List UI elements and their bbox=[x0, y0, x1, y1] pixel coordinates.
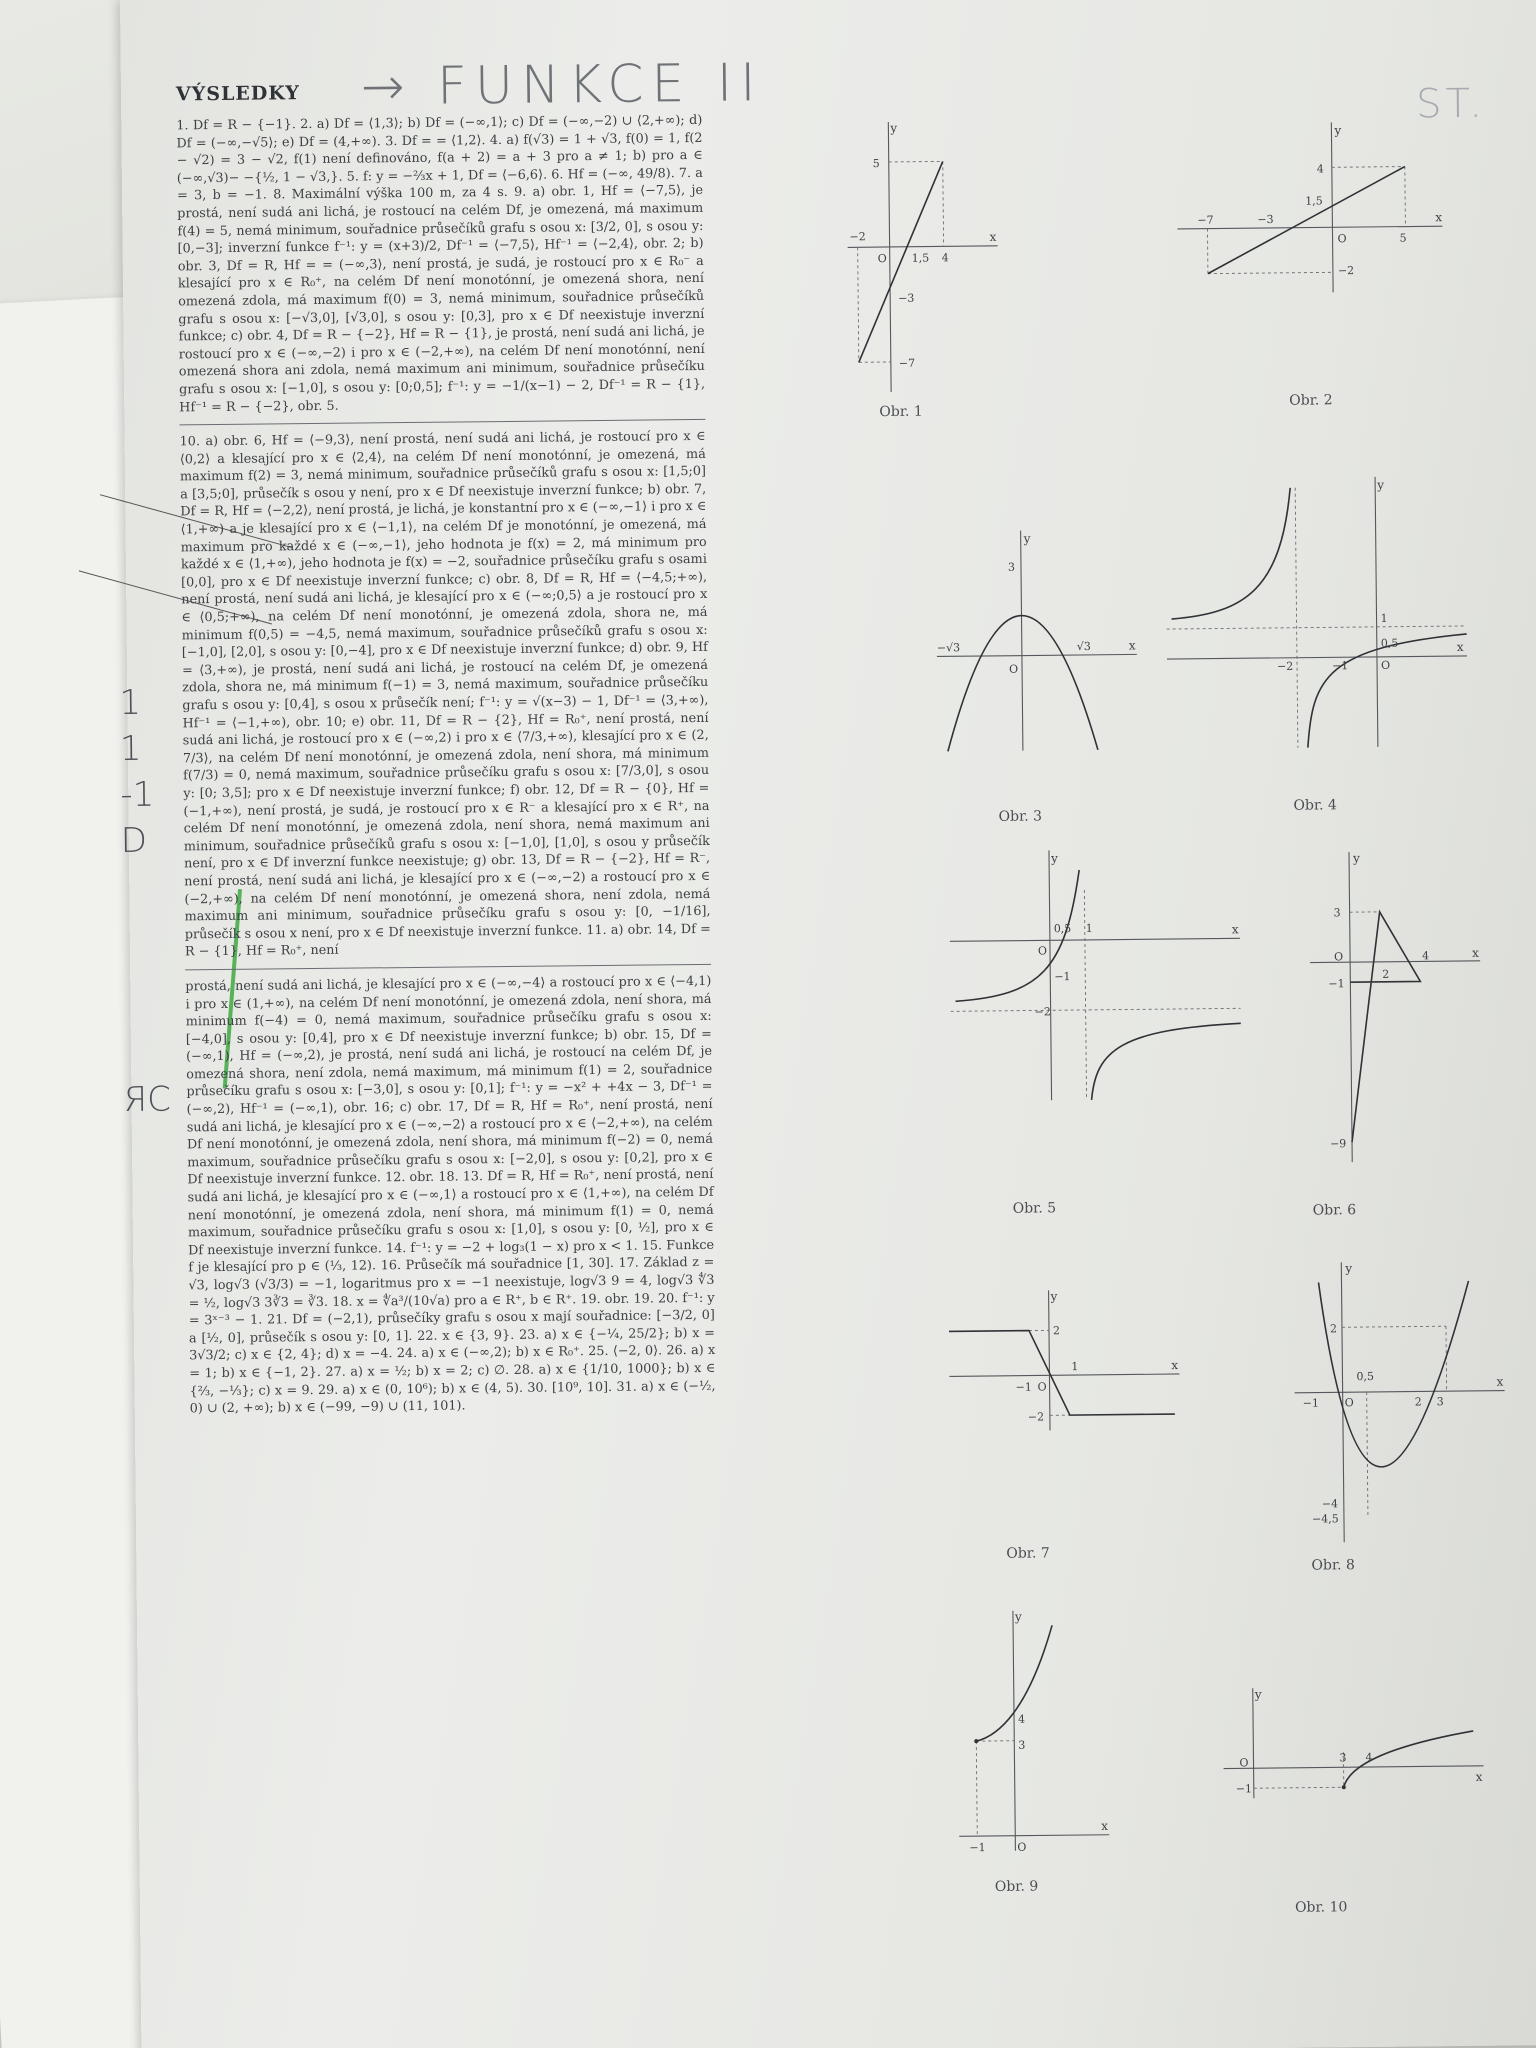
section-divider bbox=[179, 419, 705, 426]
results-text-column bbox=[176, 112, 716, 1418]
fig8-label-m4-5: −4,5 bbox=[1311, 1512, 1339, 1526]
fig3-label-x: x bbox=[1128, 638, 1136, 653]
fig7-label-2: 2 bbox=[1052, 1324, 1061, 1338]
figure-6-caption: Obr. 6 bbox=[1312, 1202, 1357, 1219]
fig1-label-4: 4 bbox=[941, 251, 949, 265]
figure-3-caption: Obr. 3 bbox=[998, 808, 1043, 825]
fig3-label-y: y bbox=[1023, 531, 1031, 546]
fig3-label-3: 3 bbox=[1007, 560, 1016, 574]
fig9-label-y: y bbox=[1014, 1609, 1022, 1624]
fig4-label-m1: −1 bbox=[1331, 659, 1349, 673]
fig10-label-m1: −1 bbox=[1235, 1782, 1253, 1796]
fig8-label-y: y bbox=[1345, 1261, 1353, 1276]
figure-6 bbox=[1309, 851, 1482, 1219]
figure-1-caption: Obr. 1 bbox=[879, 403, 923, 421]
fig10-label-y: y bbox=[1254, 1687, 1262, 1702]
figure-2 bbox=[1176, 121, 1448, 409]
fig2-label-1-5: 1,5 bbox=[1305, 194, 1323, 208]
fig2-label-m3: −3 bbox=[1257, 212, 1274, 227]
fig8-label-m4: −4 bbox=[1321, 1497, 1339, 1511]
fig1-label-5: 5 bbox=[872, 157, 880, 171]
fig8-label-3: 3 bbox=[1436, 1395, 1444, 1409]
fig5-label-0-5: 0,5 bbox=[1053, 922, 1072, 936]
figure-9 bbox=[957, 1609, 1110, 1895]
figure-1 bbox=[846, 120, 999, 421]
handwritten-margin-note: 1 1 -1 D bbox=[119, 682, 155, 862]
figure-10 bbox=[1223, 1686, 1484, 1916]
fig4-label-y: y bbox=[1377, 477, 1385, 492]
fig8-label-0-5: 0,5 bbox=[1356, 1369, 1375, 1384]
fig7-label-x: x bbox=[1171, 1357, 1179, 1373]
fig4-label-o: O bbox=[1380, 658, 1391, 672]
fig4-label-0-5: 0,5 bbox=[1380, 636, 1399, 650]
figure-7 bbox=[949, 1289, 1180, 1562]
fig2-label-y: y bbox=[1334, 123, 1342, 138]
fig5-label-1: 1 bbox=[1085, 921, 1093, 935]
figure-3-graph bbox=[936, 529, 1138, 751]
fig5-label-y: y bbox=[1050, 851, 1058, 866]
fig3-label-m-sqrt3: −√3 bbox=[936, 641, 961, 655]
figure-3 bbox=[936, 529, 1138, 825]
fig6-label-4: 4 bbox=[1422, 949, 1430, 963]
figure-8 bbox=[1293, 1261, 1506, 1574]
fig5-label-m2: −2 bbox=[1034, 1005, 1051, 1019]
fig1-label-o: O bbox=[877, 251, 887, 266]
fig2-label-5: 5 bbox=[1399, 231, 1407, 245]
fig4-label-m2: −2 bbox=[1276, 659, 1294, 673]
fig6-label-m9: −9 bbox=[1329, 1137, 1347, 1151]
fig7-label-m2: −2 bbox=[1027, 1410, 1045, 1424]
figure-10-graph bbox=[1223, 1686, 1484, 1799]
page-heading: VÝSLEDKY bbox=[175, 82, 301, 106]
fig10-label-o: O bbox=[1239, 1756, 1249, 1770]
section-divider bbox=[185, 964, 711, 971]
fig1-label-m3: −3 bbox=[898, 291, 915, 305]
fig10-label-4: 4 bbox=[1365, 1750, 1373, 1765]
fig2-label-m2: −2 bbox=[1337, 264, 1355, 278]
figure-5 bbox=[949, 848, 1242, 1217]
fig6-label-x: x bbox=[1471, 945, 1479, 960]
fig6-label-2: 2 bbox=[1382, 967, 1390, 981]
fig8-label-o: O bbox=[1344, 1396, 1354, 1410]
fig5-label-o: O bbox=[1037, 944, 1048, 958]
fig7-label-m1: −1 bbox=[1015, 1380, 1032, 1394]
fig6-label-o: O bbox=[1334, 950, 1344, 964]
fig6-label-3: 3 bbox=[1333, 906, 1341, 920]
fig2-label-o: O bbox=[1337, 232, 1347, 246]
figure-4-caption: Obr. 4 bbox=[1293, 797, 1337, 814]
figure-6-graph bbox=[1309, 851, 1482, 1163]
fig9-label-4: 4 bbox=[1017, 1712, 1026, 1726]
figure-7-graph bbox=[949, 1289, 1180, 1431]
fig6-label-m1: −1 bbox=[1328, 977, 1345, 991]
fig1-label-y: y bbox=[890, 120, 898, 135]
figure-8-caption: Obr. 8 bbox=[1311, 1557, 1355, 1574]
fig8-label-2b: 2 bbox=[1414, 1395, 1422, 1409]
figure-5-graph bbox=[949, 848, 1242, 1101]
fig7-label-y: y bbox=[1050, 1289, 1058, 1304]
handwritten-title-note: → FUNKCE II bbox=[360, 53, 764, 118]
figure-10-caption: Obr. 10 bbox=[1294, 1899, 1348, 1916]
handwritten-corner-note: ST. bbox=[1415, 80, 1487, 128]
results-paragraph-1: 1. Df = R − {−1}. 2. a) Df = ⟨1,3⟩; b) Df = (−∞,1⟩; c) Df = (−∞,−2) ∪ ⟨2,+∞); d) Df = (−∞,−√5⟩; e) Df = (4,+∞). 3. Df = = ⟨1,2⟩. 4. a) f(√3) = 1 + √3, f(0) = 1, f(2 − √2) = 3 − √2, f(1) není definováno, f(a + 2) = a + 3 pro a ≠ 1; b) pro a ∈ (−∞,√3)− −{½, 1 − √3,}. 5. f: y = −⅔x + 1, Df = ⟨−6,6⟩. 6. Hf = (−∞, 49/8). 7. a = 3, b = −1. 8. Maximální výška 100 m, za 4 s. 9. a) obr. 1, Hf = ⟨−7,5⟩, je prostá, není sudá ani lichá, je rostoucí na celém Df, je omezená, má maximum f(4) = 5, nemá minimum, souřadnice průsečíků grafu s osou x: [3/2, 0], s osou y: [0,−3]; inverzní funkce f⁻¹: y = (x+3)/2, Df⁻¹ = ⟨−7,5⟩, Hf⁻¹ = ⟨−2,4⟩, obr. 2; b) obr. 3, Df = R, Hf = = (−∞,3⟩, není prostá, je sudá, je rostoucí pro x ∈ R₀⁻ a klesající pro x ∈ R₀⁺, na celém Df není monotónní, je omezená shora, není omezená zdola, má maximum f(0) = 3, nemá minimum, souřadnice průsečíků grafu s osou x: [−√3,0], [√3,0], s osou y: [0,3], pro x ∈ Df neexistuje inverzní funkce; c) obr. 4, Df = R − {−2}, Hf = R − {1}, je prostá, není sudá ani lichá, je rostoucí pro x ∈ (−∞,−2) i pro x ∈ (−2,+∞), na celém Df není monotónní, není omezená shora ani zdola, nemá maximum ani minimum, souřadnice průsečíku grafu s osou x: [−1,0], s osou y: [0;0,5]; f⁻¹: y = −1/(x−1) − 2, Df⁻¹ = R − {1}, Hf⁻¹ = R − {−2}, obr. 5. bbox=[176, 112, 706, 415]
results-paragraph-2: 10. a) obr. 6, Hf = ⟨−9,3⟩, není prostá, není sudá ani lichá, je rostoucí pro x ∈ ⟨0,2⟩ a klesající pro x ∈ ⟨2,4⟩, na celém Df není monotónní, je omezená, má maximum f(2) = 3, nemá minimum, souřadnice průsečíků grafu s osou x: [1,5;0] a [3,5;0], průsečík s osou y není, pro x ∈ Df neexistuje inverzní funkce; b) obr. 7, Df = R, Hf = ⟨−2,2⟩, není prostá, je lichá, je konstantní pro x ∈ (−∞,−1⟩ i pro x ∈ ⟨1,+∞) a je klesající pro x ∈ ⟨−1,1⟩, na celém Df je monotónní, je omezená, má maximum pro každé x ∈ (−∞,−1⟩, jeho hodnota je f(x) = 2, má minimum pro každé x ∈ ⟨1,+∞), jeho hodnota je f(x) = −2, souřadnice průsečíku grafu s osami [0,0], pro x ∈ Df neexistuje inverzní funkce; c) obr. 8, Df = R, Hf = ⟨−4,5;+∞), není prostá, není sudá ani lichá, je klesající pro x ∈ (−∞;0,5⟩ a je rostoucí pro x ∈ ⟨0,5;+∞), na celém Df není monotónní, je omezená zdola, shora ne, má minimum f(0,5) = −4,5, nemá maximum, souřadnice průsečíků grafu s osou x: [−1,0], [2,0], s osou y: [0,−4], pro x ∈ Df neexistuje inverzní funkce; d) obr. 9, Hf = ⟨3,+∞), je prostá, není sudá ani lichá, je rostoucí na celém Df, je omezená zdola, shora ne, má minimum f(−1) = 3, nemá maximum, souřadnice průsečíku grafu s osou y: [0,4], s osou x průsečík není; f⁻¹: y = √(x−3) − 1, Df⁻¹ = ⟨3,+∞), Hf⁻¹ = ⟨−1,+∞), obr. 10; e) obr. 11, Df = R − {2}, Hf = R₀⁺, není prostá, není sudá ani lichá, je rostoucí pro x ∈ (−∞,2) i pro x ∈ ⟨7/3,+∞), klesající pro x ∈ (2, 7/3⟩, na celém Df není monotónní, je omezená zdola, není shora, má minimum f(7/3) = 0, nemá maximum, souřadnice průsečíku grafu s osou x: [7/3,0], s osou y: [0; 3,5]; pro x ∈ Df neexistuje inverzní funkce; f) obr. 12, Df = R − {0}, Hf = (−1,+∞), není prostá, je sudá, je rostoucí pro x ∈ R⁻ a klesající pro x ∈ R⁺, na celém Df není monotónní, je omezená zdola, není shora, nemá maximum ani minimum, souřadnice průsečíků grafu s osou x: [−1,0], [1,0], s osou y průsečík není, pro x ∈ Df inverzní funkce neexistuje; g) obr. 13, Df = R − {−2}, Hf = R⁻, není prostá, není sudá ani lichá, je klesající pro x ∈ (−∞,−2) a rostoucí pro x ∈ (−2,+∞), na celém Df není monotónní, je omezená shora, není zdola, nemá maximum ani minimum, souřadnice průsečíku grafu s osou y: [0, −1/16], průsečík s osou x není, pro x ∈ Df neexistuje inverzní funkce. 11. a) obr. 14, Df = R − {1}, Hf = R₀⁺, není bbox=[179, 428, 711, 960]
fig2-label-4: 4 bbox=[1316, 162, 1324, 176]
fig4-label-1: 1 bbox=[1380, 611, 1388, 625]
fig2-label-m7: −7 bbox=[1197, 213, 1214, 227]
figure-2-graph bbox=[1176, 121, 1448, 294]
fig7-label-1: 1 bbox=[1071, 1360, 1079, 1374]
figure-9-caption: Obr. 9 bbox=[994, 1878, 1039, 1895]
figure-5-caption: Obr. 5 bbox=[1012, 1200, 1057, 1217]
fig3-label-sqrt3: √3 bbox=[1076, 639, 1091, 654]
figure-8-graph bbox=[1293, 1261, 1506, 1543]
fig9-label-x: x bbox=[1101, 1818, 1109, 1833]
fig1-label-m7: −7 bbox=[898, 356, 916, 370]
worksheet-page bbox=[120, 0, 1536, 2048]
fig10-label-3: 3 bbox=[1339, 1751, 1347, 1765]
fig9-label-o: O bbox=[1017, 1840, 1027, 1854]
fig1-label-m2: −2 bbox=[849, 230, 866, 244]
handwritten-margin-note-2: ЯС bbox=[123, 1079, 172, 1121]
figure-4 bbox=[1165, 476, 1468, 814]
fig4-label-x: x bbox=[1456, 639, 1464, 655]
fig5-label-x: x bbox=[1231, 922, 1239, 937]
figure-4-graph bbox=[1165, 476, 1468, 749]
fig7-label-o: O bbox=[1037, 1380, 1047, 1394]
fig3-label-o: O bbox=[1008, 662, 1019, 676]
fig1-label-1-5: 1,5 bbox=[911, 251, 930, 265]
fig10-label-x: x bbox=[1475, 1769, 1483, 1784]
fig6-label-y: y bbox=[1352, 851, 1360, 866]
fig8-label-x: x bbox=[1496, 1374, 1504, 1389]
figure-1-graph bbox=[846, 121, 999, 393]
fig8-label-2: 2 bbox=[1329, 1322, 1338, 1336]
fig8-label-m1: −1 bbox=[1302, 1396, 1320, 1410]
fig2-label-x: x bbox=[1435, 210, 1443, 225]
figure-7-caption: Obr. 7 bbox=[1006, 1545, 1050, 1562]
fig1-label-x: x bbox=[989, 229, 997, 244]
figure-9-graph bbox=[957, 1609, 1110, 1855]
figure-2-caption: Obr. 2 bbox=[1289, 392, 1333, 409]
fig9-label-m1: −1 bbox=[969, 1841, 986, 1855]
fig5-label-m1: −1 bbox=[1054, 970, 1071, 984]
fig9-label-3: 3 bbox=[1018, 1738, 1026, 1752]
results-paragraph-3: prostá, není sudá ani lichá, je klesající pro x ∈ (−∞,−4⟩ a rostoucí pro x ∈ ⟨−4,1) i pro x ∈ (1,+∞), na celém Df není monotónní, je omezená zdola, není shora, má minimum f(−4) = 0, nemá maximum, souřadnice průsečíku grafu s osou x: [−4,0], s osou y: [0,4], pro x ∈ Df neexistuje inverzní funkce; b) obr. 15, Df = (−∞,1), Hf = (−∞,2), je prostá, není sudá ani lichá, je rostoucí na celém Df, je omezená shora, není zdola, nemá maximum, má minimum f(1) = 2, souřadnice průsečíku grafu s osou x: [−3,0], s osou y: [0,1]; f⁻¹: y = −x² + +4x − 3, Df⁻¹ = (−∞,2), Hf⁻¹ = (−∞,1), obr. 16; c) obr. 17, Df = R, Hf = R₀⁺, není prostá, není sudá ani lichá, je klesající pro x ∈ (−∞,−2⟩ a rostoucí pro x ∈ ⟨−2,+∞), na celém Df není monotónní, je omezená zdola, není shora, má minimum f(−2) = 0, nemá maximum, souřadnice průsečíku grafu s osou x: [−2,0], s osou y: [0,2], pro x ∈ Df neexistuje inverzní funkce. 12. obr. 18. 13. Df = R, Hf = R₀⁺, není prostá, není sudá ani lichá, je klesající pro x ∈ (−∞,1⟩ a rostoucí pro x ∈ ⟨1,+∞), na celém Df není monotónní, je omezená zdola, není shora, má minimum f(1) = 0, nemá maximum, souřadnice průsečíku grafu s osou x: [1,0], s osou y: [0, ½], pro x ∈ Df neexistuje inverzní funkce. 14. f⁻¹: y = −2 + log₃(1 − x) pro x < 1. 15. Funkce f je klesající pro p ∈ (⅓, 12). 16. Průsečík má souřadnice [1, 30]. 17. Základ z = √3, log√3 (√3/3) = −1, logaritmus pro x = −1 neexistuje, log√3 9 = 4, log√3 ∜3 = ½, log√3 3∛3 = ∛3. 18. x = ∜a³/(10√a) pro a ∈ R⁺, b ∈ R⁺. 19. obr. 19. 20. f⁻¹: y = 3ˣ⁻³ − 1. 21. Df = (−2,1), průsečíky grafu s osou x mají souřadnice: [−3/2, 0] a [½, 0], průsečík s osou y: [0, 1]. 22. x ∈ {3, 9}. 23. a) x ∈ {−¼, 25/2}; b) x = 3√3/2; c) x ∈ {2, 4}; d) x = −4. 24. a) x ∈ (−∞,2); b) x ∈ R₀⁺. 25. ⟨−2, 0⟩. 26. a) x = 1; b) x ∈ {−1, 2}. 27. a) x = ½; b) x = 2; c) ∅. 28. a) x ∈ {1/10, 1000}; b) x ∈ {⅔, −⅓}; c) x = 9. 29. a) x ∈ (0, 10⁶); b) x ∈ (4, 5). 30. [10⁹, 10]. 31. a) x ∈ (−½, 0) ∪ (2, +∞); b) x ∈ (−99, −9) ∪ (11, 101). bbox=[185, 973, 716, 1417]
